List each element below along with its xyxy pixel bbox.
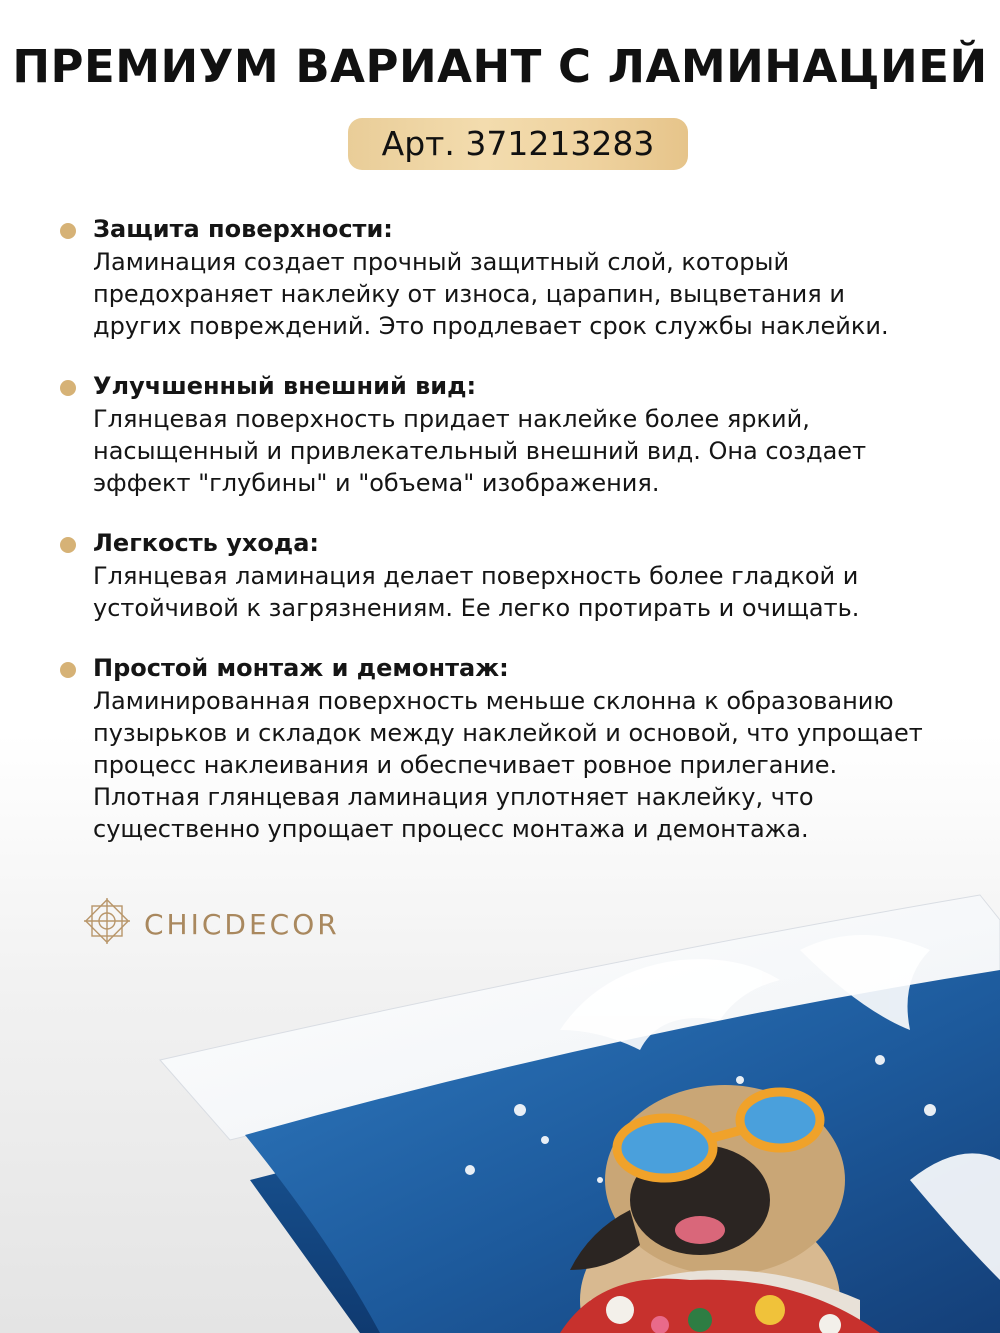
feature-easy-mounting [60, 651, 960, 845]
brand-name: CHICDECOR [144, 908, 340, 941]
feature-text-line: Ламинированная поверхность меньше склонна к образованию [93, 687, 894, 715]
feature-text-line: других повреждений. Это продлевает срок службы наклейки. [93, 312, 889, 340]
feature-surface-protection [60, 212, 960, 342]
feature-text-line: Глянцевая поверхность придает наклейке более яркий, [93, 405, 810, 433]
feature-text-line: Ламинация создает прочный защитный слой, который [93, 248, 790, 276]
feature-text-line: эффект "глубины" и "объема" изображения. [93, 469, 660, 497]
feature-text-line: предохраняет наклейку от износа, царапин, выцветания и [93, 280, 845, 308]
bullet-dot-icon [60, 662, 76, 678]
page-title: ПРЕМИУМ ВАРИАНТ С ЛАМИНАЦИЕЙ [12, 40, 988, 93]
feature-text-line: существенно упрощает процесс монтажа и демонтажа. [93, 815, 809, 843]
bullet-dot-icon [60, 380, 76, 396]
feature-text-line: устойчивой к загрязнениям. Ее легко протирать и очищать. [93, 594, 860, 622]
feature-title: Легкость ухода: [93, 529, 319, 557]
feature-title: Простой монтаж и демонтаж: [93, 654, 509, 682]
bullet-dot-icon [60, 537, 76, 553]
bullet-dot-icon [60, 223, 76, 239]
feature-text-line: процесс наклеивания и обеспечивает ровное прилегание. [93, 751, 838, 779]
feature-text-line: Глянцевая ламинация делает поверхность более гладкой и [93, 562, 859, 590]
feature-text-line: пузырьков и складок между наклейкой и основой, что упрощает [93, 719, 923, 747]
article-badge: Арт. 371213283 [348, 118, 688, 170]
feature-easy-care [60, 526, 960, 624]
feature-title: Улучшенный внешний вид: [93, 372, 477, 400]
feature-text-line: Плотная глянцевая ламинация уплотняет наклейку, что [93, 783, 814, 811]
feature-improved-appearance [60, 369, 960, 499]
features-list [60, 212, 960, 845]
feature-title: Защита поверхности: [93, 215, 393, 243]
laminated-sticker-illustration [0, 880, 1000, 1333]
feature-text-line: насыщенный и привлекательный внешний вид. Она создает [93, 437, 867, 465]
